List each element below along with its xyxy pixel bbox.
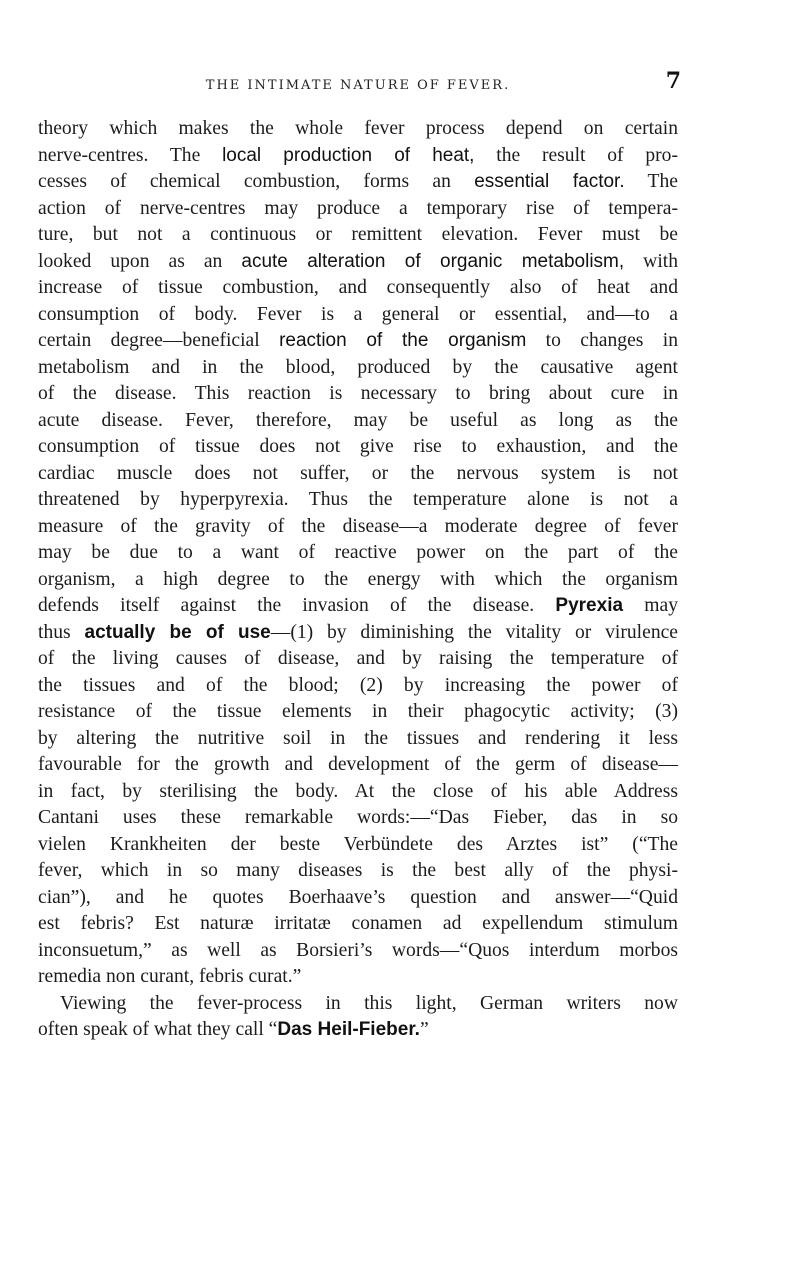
text-run: with [624, 250, 678, 272]
text-line: by altering the nutritive soil in the tissues and rendering it less [38, 727, 678, 749]
text-line [38, 620, 678, 647]
text-line: increase of tissue combustion, and consequently also of heat and [38, 277, 678, 298]
text-line: remedia non curant, febris curat.” [38, 966, 302, 987]
text-run: The [624, 171, 678, 192]
page-number: 7 [665, 68, 681, 94]
text-line: est febris? Est naturæ irritatæ conamen ad expellendum stimulum [38, 913, 678, 934]
text-line [38, 143, 678, 170]
text-run: certain degree—beneficial [38, 330, 280, 351]
text-line: cardiac muscle does not suffer, or the nervous system is not [38, 462, 678, 484]
text-line: favourable for the growth and development of the germ of disease— [38, 754, 678, 775]
text-line: vielen Krankheiten der beste Verbündete des Arztes ist” (“The [38, 833, 678, 855]
text-line: Viewing the fever-process in this light, German writers now [60, 992, 678, 1014]
emphasis-pyrexia: Pyrexia [555, 595, 624, 616]
text-line: ture, but not a continuous or remittent elevation. Fever must be [38, 224, 678, 245]
text-line: Cantani uses these remarkable words:—“Das Fieber, das in so [38, 807, 678, 828]
text-line: metabolism and in the blood, produced by the causative agent [38, 356, 678, 378]
text-line: threatened by hyperpyrexia. Thus the temperature alone is not a [38, 489, 678, 510]
text-line: consumption of tissue does not give rise to exhaustion, and the [38, 436, 678, 457]
text-run: looked upon as an [38, 250, 242, 272]
text-line: inconsuetum,” as well as Borsieri’s words—“Quos interdum morbos [38, 939, 678, 961]
text-line: theory which makes the whole fever process depend on certain [38, 118, 678, 139]
text-line: of the living causes of disease, and by raising the temperature of [38, 648, 678, 669]
text-line [38, 1017, 678, 1044]
emphasis-local-production-of-heat: local production of heat, [222, 144, 475, 166]
text-run: ” [419, 1019, 429, 1040]
running-title: THE INTIMATE NATURE OF FEVER. [205, 78, 511, 93]
emphasis-das-heil-fieber: Das Heil-Fieber. [277, 1019, 420, 1040]
text-line: consumption of body. Fever is a general or essential, and—to a [38, 303, 678, 325]
text-run: often speak of what they call “ [38, 1019, 278, 1040]
book-page [38, 64, 681, 1044]
emphasis-actually-be-of-use: actually be of use [84, 621, 271, 643]
body-paragraph [38, 116, 678, 1044]
text-line: of the disease. This reaction is necessary to bring about cure in [38, 383, 678, 404]
text-line: cian”), and he quotes Boerhaave’s question and answer—“Quid [38, 886, 678, 908]
text-run: the result of pro- [474, 144, 679, 166]
text-line: action of nerve-centres may produce a temporary rise of tempera- [38, 197, 678, 219]
text-line [38, 593, 678, 620]
running-header [38, 64, 681, 100]
text-line: may be due to a want of reactive power on the part of the [38, 542, 678, 563]
text-line: acute disease. Fever, therefore, may be useful as long as the [38, 409, 678, 431]
text-run: may [623, 595, 678, 616]
text-run: defends itself against the invasion of the disease. [38, 595, 556, 616]
text-run: thus [38, 621, 85, 643]
text-line [38, 328, 678, 355]
emphasis-reaction-of-organism: reaction of the organism [279, 330, 527, 351]
emphasis-acute-alteration: acute alteration of organic metabolism, [241, 250, 625, 272]
text-line [38, 169, 678, 196]
emphasis-essential-factor: essential factor. [474, 171, 625, 192]
text-line: resistance of the tissue elements in their phagocytic activity; (3) [38, 701, 678, 722]
text-line: in fact, by sterilising the body. At the close of his able Address [38, 780, 678, 802]
text-line: the tissues and of the blood; (2) by increasing the power of [38, 674, 678, 696]
text-line: measure of the gravity of the disease—a moderate degree of fever [38, 515, 678, 537]
text-run: nerve-centres. The [38, 144, 223, 166]
text-run: cesses of chemical combustion, forms an [38, 171, 475, 192]
text-line: fever, which in so many diseases is the best ally of the physi- [38, 860, 678, 881]
text-line: organism, a high degree to the energy with which the organism [38, 568, 678, 590]
text-run: to changes in [526, 330, 678, 351]
text-line [38, 249, 678, 276]
text-run: —(1) by diminishing the vitality or virulence [270, 621, 679, 643]
